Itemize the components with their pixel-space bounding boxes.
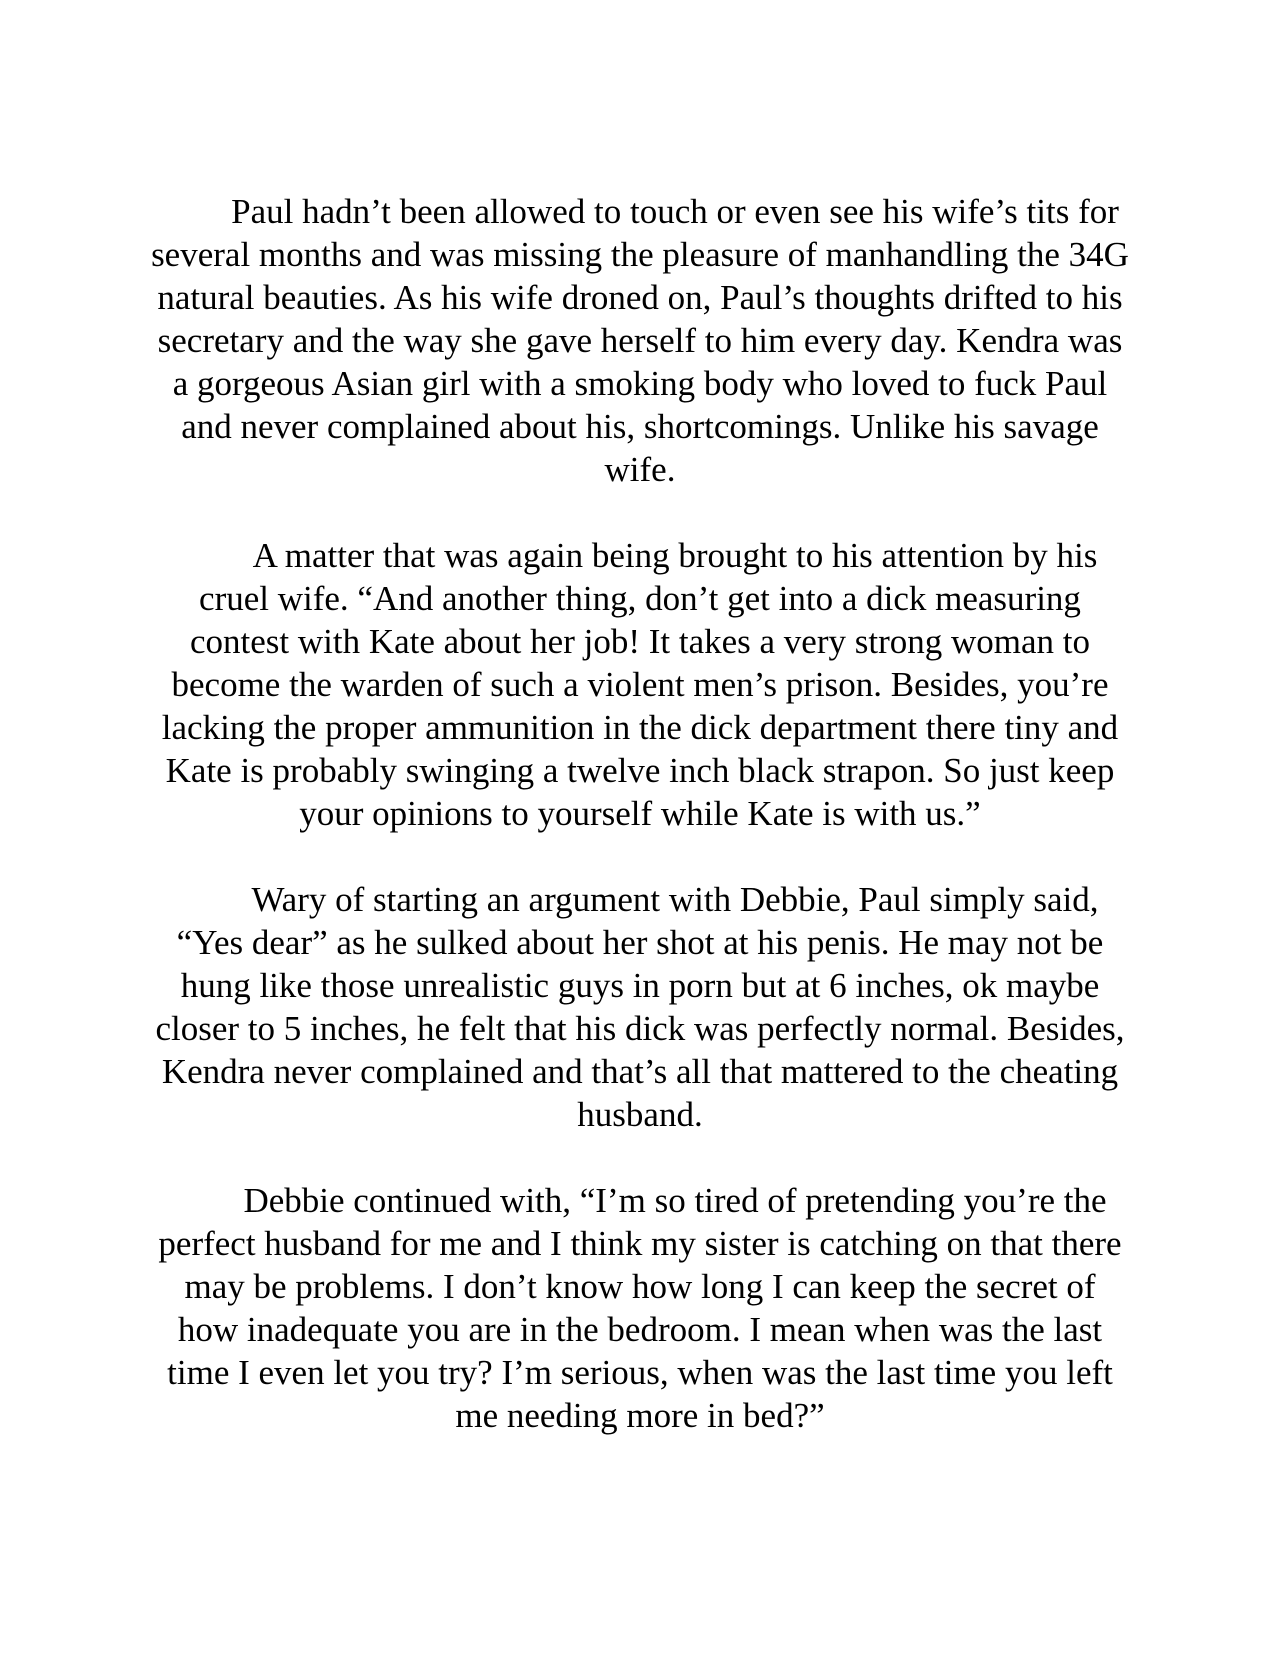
story-paragraph-3: Wary of starting an argument with Debbie, Paul simply said, “Yes dear” as he sulked about her shot at his penis. He may not be hung like those unrealistic guys in porn but at 6 inches, ok maybe closer to 5 inches, he felt that his dick was perfectly normal. Besides, Kendra never complained and that’s all that mattered to the cheating husband. <box>155 880 1125 1134</box>
document-page <box>150 0 1130 1437</box>
story-paragraph-2: A matter that was again being brought to his attention by his cruel wife. “And another thing, don’t get into a dick measuring contest with Kate about her job! It takes a very strong woman to become the warden of such a violent men’s prison. Besides, you’re lacking the proper ammunition in the dick department there tiny and Kate is probably swinging a twelve inch black strapon. So just keep your opinions to yourself while Kate is with us.” <box>161 536 1119 833</box>
story-paragraph-1: Paul hadn’t been allowed to touch or even see his wife’s tits for several months and was missing the pleasure of manhandling the 34G natural beauties. As his wife droned on, Paul’s thoughts drifted to his secretary and the way she gave herself to him every day. Kendra was a gorgeous Asian girl with a smoking body who loved to fuck Paul and never complained about his, shortcomings. Unlike his savage wife. <box>151 192 1129 489</box>
story-paragraph-4: Debbie continued with, “I’m so tired of pretending you’re the perfect husband for me and I think my sister is catching on that there may be problems. I don’t know how long I can keep the secret of how inadequate you are in the bedroom. I mean when was the last time I even let you try? I’m serious, when was the last time you left me needing more in bed?” <box>158 1181 1122 1435</box>
